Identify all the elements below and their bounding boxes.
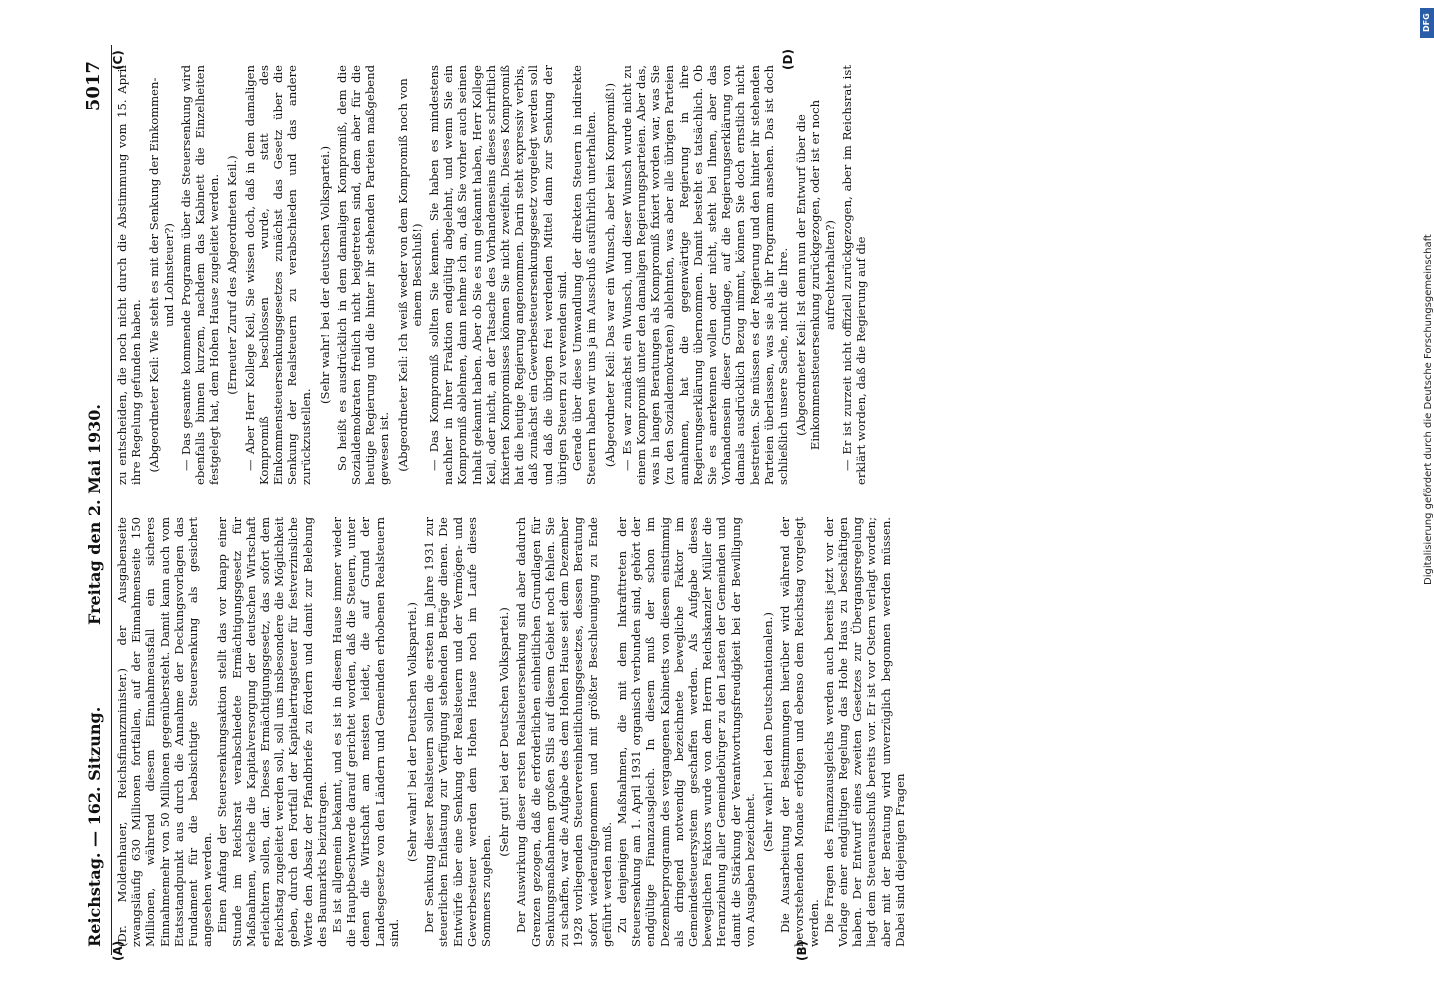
paragraph: Es ist allgemein bekannt, und es ist in diesem Hause immer wieder die Hauptbeschwerde darauf gerichtet worden, daß die Steuern, unter denen die Wirtschaft am meisten leidet, die auf Grund der Landesgesetze von den Ländern und Gemeinden erhobenen Realsteuern sind. [330,517,401,947]
margin-mark-a: (A) [111,940,125,961]
paragraph: zu entscheiden, die noch nicht durch die Abstimmung vom 15. April ihre Regelung gefunden haben. [115,65,144,485]
interjection: (Abgeordneter Keil: Wie steht es mit der Senkung der Einkommen- und Lohnsteuer?) [147,77,176,473]
paragraph: Die Fragen des Finanzausgleichs werden auch bereits jetzt vor der Vorlage einer endgültigen Regelung das Hohe Haus zu beschäftigen haben. Der Entwurf eines zweiten Gesetzes zur Übergangsregelung liegt dem Steuerausschuß bereits vor. Er ist vor Ostern verlagt worden; aber mit der Beratung wird unverzüglich begonnen werden müssen. Dabei sind diejenigen Fragen [821,517,907,947]
interjection: (Sehr wahr! bei der Deutschen Volkspartei.) [405,602,420,862]
paragraph: — Es war zunächst ein Wunsch, und dieser Wunsch wurde nicht zu einem Kompromiß unter den damaligen Regierungsparteien. Aber das, was in langen Beratungen als Kompromiß fixiert worden war, was Sie (zu den Sozialdemokraten) ablehnten, was aber alle übrigen Parteien annahmen, hat die gegenwärtige Regierung in ihre Regierungserklärung übernommen. Damit besteht es tatsächlich. Ob Sie es anerkennen wollen oder nicht, steht bei Ihnen, aber das Vorhandensein dieser Grundlage, auf die Regierungserklärung von damals ausdrücklich Bezug nimmt, können Sie doch ernstlich nicht bestreiten. Sie müssen es der Regierung und den hinter ihr stehenden Parteien überlassen, was sie als ihr Programm ansehen. Das ist doch schließlich unsere Sache, nicht die Ihre. [619,65,790,485]
digitization-credit: Digitalisierung gefördert durch die Deutsche Forschungsgemeinschaft [1423,234,1434,585]
paragraph: — Er ist zurzeit nicht offiziell zurückgezogen, aber im Reichsrat ist erklärt worden, daß die Regierung auf die [839,65,868,485]
right-column [115,65,1365,485]
paragraph: — Das Kompromiß sollten Sie kennen. Sie haben es mindestens nachher in Ihrer Fraktion endgültig abgelehnt, und wenn Sie ein Kompromiß ablehnen, dann nehme ich an, daß Sie vorher auch seinen Inhalt gekannt haben. Aber ob Sie es nun gekannt haben, Herr Kollege Keil, oder nicht, an der Tatsache des Vorhandenseins dieses schriftlich fixierten Kompromisses können Sie nicht zweifeln. Dieses Kompromiß hat die heutige Regierung angenommen. Darin steht expressiv verbis, daß zunächst ein Gewerbesteuersenkungsgesetz vorgelegt werden soll und daß die übrigen frei werdenden Mittel dann zur Senkung der übrigen Steuern zu verwenden sind. [427,65,569,485]
header-left: Reichstag. — 162. Sitzung. [85,706,104,947]
interjection: (Sehr gut! bei der Deutschen Volkspartei.) [497,607,512,857]
paragraph: Der Senkung dieser Realsteuern sollen die ersten im Jahre 1931 zur steuerlichen Entlastung zur Verfügung stehenden Beträge dienen. Die Entwürfe über eine Senkung der Realsteuern und der Vermögen- und Gewerbesteuer werden dem Hohen Hause noch im Laufe dieses Sommers zugehen. [422,517,494,947]
header-date: Freitag den 2. Mai 1930. [85,404,104,625]
header-rule [111,45,112,955]
paragraph: (Dr. Moldenhauer, Reichsfinanzminister.) der Ausgabenseite zwangsläufig 630 Millionen fortfallen, auf der Einnahmenseite 150 Millionen, während diesem Einnahmeausfall ein sicheres Einnahmemehr von 50 Millionen gegenübersteht. Damit kann auch vom Etatsstandpunkt aus durch die Annahme der Deckungsvorlagen das Fundament für die beabsichtigte Steuersenkung als gesichert angesehen werden. [115,517,215,947]
interjection: (Abgeordneter Keil: Das war ein Wunsch, aber kein Kompromiß!) [602,82,617,468]
dfg-logo: DFG [1420,8,1434,38]
interjection: (Abgeordneter Keil: Ich weiß weder von dem Kompromiß noch von einem Beschluß!) [395,78,424,472]
paragraph: — Aber Herr Kollege Keil, Sie wissen doch, daß in dem damaligen Kompromiß beschlossen wurde, statt des Einkommensteuersenkungsgesetzes zunächst das Gesetz über die Senkung der Realsteuern zu verabschieden und das andere zurückzustellen. [242,65,314,485]
paragraph: Gerade über diese Umwandlung der direkten Steuern in indirekte Steuern haben wir uns ja im Ausschuß ausführlich unterhalten. [570,65,599,485]
paragraph: — Das gesamte kommende Programm über die Steuersenkung wird ebenfalls binnen kurzem, nachdem das Kabinett die Einzelheiten festgelegt hat, dem Hohen Hause zugeleitet werden. [178,65,222,485]
interjection: (Erneuter Zuruf des Abgeordneten Keil.) [225,155,240,395]
paragraph: So heißt es ausdrücklich in dem damaligen Kompromiß, dem die Sozialdemokraten freilich nicht beigetreten sind, dem aber für die heutige Regierung und die hinter ihr stehenden Parteien maßgebend gewesen ist. [334,65,392,485]
left-column [115,517,1365,947]
rotated-page [75,45,1375,961]
margin-mark-c: (C) [111,50,125,70]
paragraph: Einen Anfang der Steuersenkungsaktion stellt das vor knapp einer Stunde im Reichsrat verabschiedete Ermächtigungsgesetz für Maßnahmen, welche die Kapitalversorgung der deutschen Wirtschaft erleichtern sollen, dar. Dieses Ermächtigungsgesetz, das sofort dem Reichstag zugeleitet werden soll, soll uns insbesondere die Möglichkeit geben, durch den Fortfall der Kapitalertragsteuer für festverzinsliche Werte den Absatz der Pfandbriefe zu fördern und damit zur Belebung des Baumarkts beizutragen. [215,517,329,947]
interjection: (Sehr wahr! bei der deutschen Volkspartei.) [317,146,332,405]
interjection: (Abgeordneter Keil: Ist denn nun der Entwurf über die Einkommensteuersenkung zurückgezogen, oder ist er noch aufrechterhalten?) [794,99,837,451]
paragraph: Zu denjenigen Maßnahmen, die mit dem Inkrafttreten der Steuersenkung am 1. April 1931 organisch verbunden sind, gehört der endgültige Finanzausgleich. In diesem muß der schon im Dezemberprogramm des vergangenen Kabinetts von diesem einstimmig als dringend notwendig bezeichnete bewegliche Faktor im Gemeindesteuersystem geschaffen werden. Als Aufgabe dieses beweglichen Faktors wurde von dem Herrn Reichskanzler Müller die Heranziehung aller Gemeindebürger zu den Lasten der Gemeinden und damit die Stärkung der Verantwortungsfreudigkeit bei der Bewilligung von Ausgaben bezeichnet. [614,517,757,947]
paragraph: Die Ausarbeitung der Bestimmungen hierüber wird während der bevorstehenden Monate erfolgen und ebenso dem Reichstag vorgelegt werden. [778,517,821,947]
margin-mark-b: (B) [795,940,809,961]
margin-mark-d: (D) [781,49,795,70]
interjection: (Sehr wahr! bei den Deutschnationalen.) [760,612,775,852]
page-header [83,45,109,955]
page-number: 5017 [83,61,104,112]
paragraph: Der Auswirkung dieser ersten Realsteuersenkung sind aber dadurch Grenzen gezogen, daß die erforderlichen einheitlichen Grundlagen für Senkungsmaßnahmen großen Stils auf diesem Gebiet noch fehlen. Sie zu schaffen, war die Aufgabe des dem Hohen Hause seit dem Dezember 1928 vorliegenden Steuervereinheitlichungsgesetzes, dessen Beratung sofort wiederaufgenommen und mit größter Beschleunigung zu Ende geführt werden muß. [514,517,614,947]
